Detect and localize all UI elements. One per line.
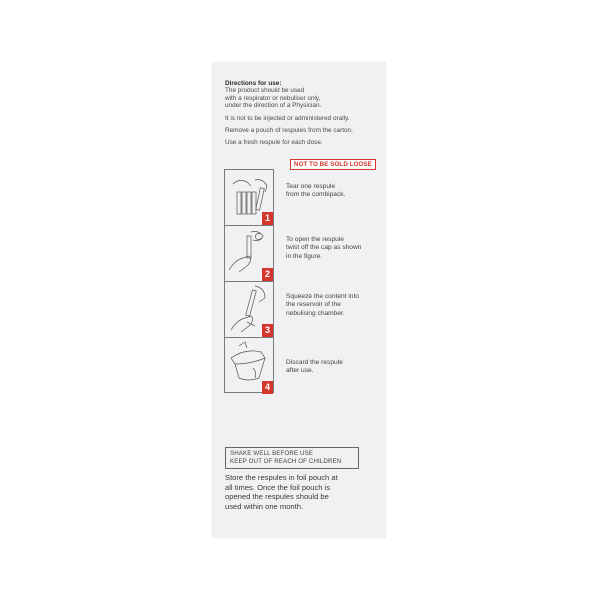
step-4-figure — [225, 338, 273, 394]
fresh-respule-note: Use a fresh respule for each dose. — [225, 139, 323, 147]
step-line: Discard the respule — [286, 359, 343, 366]
directions-line: The product should be used — [225, 87, 305, 95]
children-warning: KEEP OUT OF REACH OF CHILDREN — [230, 458, 342, 466]
step-line: the reservoir of the — [286, 301, 341, 309]
step-2-text — [286, 236, 381, 261]
step-line: Squeeze the content into — [286, 293, 359, 300]
step-2-figure — [225, 226, 273, 282]
step-line: nebulising chamber. — [286, 309, 345, 317]
warning-box — [225, 447, 359, 469]
not-sold-loose-badge: NOT TO BE SOLD LOOSE — [290, 159, 376, 170]
shake-warning: SHAKE WELL BEFORE USE — [230, 450, 314, 457]
step-line: Tear one respule — [286, 183, 336, 190]
step-line: from the combipack. — [286, 191, 346, 199]
step-3-figure — [225, 282, 273, 338]
storage-line: Store the respules in foil pouch at — [225, 473, 338, 482]
remove-pouch-note: Remove a pouch of respules from the carton. — [225, 127, 353, 135]
storage-instructions — [225, 473, 365, 511]
step-number-badge: 1 — [262, 212, 273, 225]
step-line: twist off the cap as shown — [286, 244, 362, 252]
step-4-text — [286, 359, 381, 376]
step-number-badge: 3 — [262, 324, 273, 337]
not-injectable-note: It is not to be injected or administered orally. — [225, 114, 350, 122]
step-line: To open the respule — [286, 236, 344, 243]
directions-line: under the direction of a Physician. — [225, 102, 322, 110]
storage-line: used within one month. — [225, 501, 304, 511]
step-number-badge: 2 — [262, 268, 273, 281]
step-line: in the figure. — [286, 252, 323, 260]
directions-line: with a respirator or nebuliser only, — [225, 94, 321, 102]
step-number-badge: 4 — [262, 381, 273, 394]
directions-section — [225, 80, 383, 147]
storage-line: all times. Once the foil pouch is — [225, 482, 331, 492]
carton-panel — [212, 62, 386, 538]
step-illustrations — [224, 169, 274, 393]
step-1-figure — [225, 170, 273, 226]
directions-heading: Directions for use: — [225, 80, 282, 87]
step-line: after use. — [286, 367, 314, 375]
step-3-text — [286, 293, 381, 318]
step-1-text — [286, 183, 381, 200]
storage-line: opened the respules should be — [225, 492, 329, 502]
